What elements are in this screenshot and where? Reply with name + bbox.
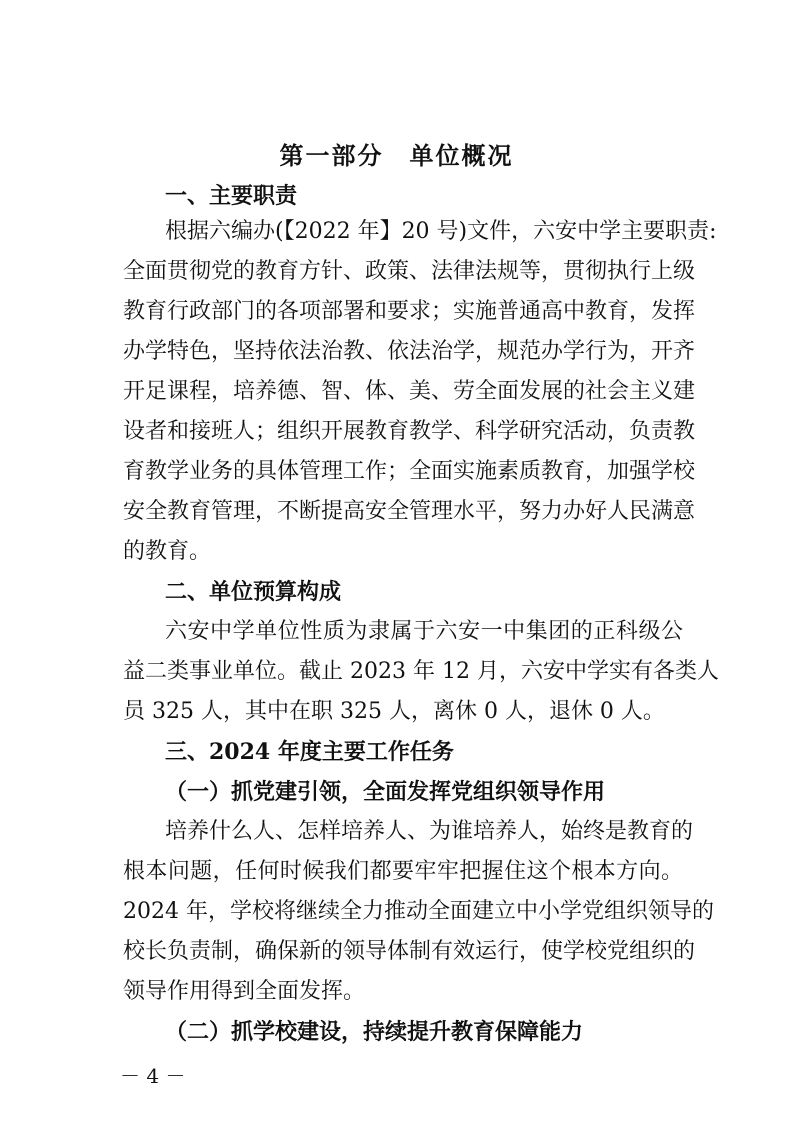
paragraph-line: 校长负责制，确保新的领导体制有效运行，使学校党组织的 xyxy=(123,939,696,964)
paragraph-line: 员 325 人，其中在职 325 人，离休 0 人，退休 0 人。 xyxy=(123,699,665,724)
paragraph-line: 设者和接班人；组织开展教育教学、科学研究活动，负责教 xyxy=(123,419,696,444)
paragraph-line: 安全教育管理，不断提高安全管理水平，努力办好人民满意 xyxy=(123,499,696,524)
paragraph-line: 的教育。 xyxy=(123,539,212,564)
page-number: － 4 － xyxy=(120,1064,186,1088)
paragraph-line: 育教学业务的具体管理工作；全面实施素质教育，加强学校 xyxy=(123,459,696,484)
section-heading-work-tasks: 三、2024 年度主要工作任务 xyxy=(165,739,454,765)
paragraph-line: 全面贯彻党的教育方针、政策、法律法规等，贯彻执行上级 xyxy=(123,259,696,284)
page-title: 第一部分 单位概况 xyxy=(279,141,514,170)
paragraph-line: 教育行政部门的各项部署和要求；实施普通高中教育，发挥 xyxy=(123,299,696,324)
paragraph-line: 领导作用得到全面发挥。 xyxy=(123,979,366,1004)
paragraph-line: 培养什么人、怎样培养人、为谁培养人，始终是教育的 xyxy=(165,819,694,844)
paragraph-line: 开足课程，培养德、智、体、美、劳全面发展的社会主义建 xyxy=(123,379,696,404)
paragraph-line: 益二类事业单位。截止 2023 年 12 月，六安中学实有各类人 xyxy=(123,659,719,684)
paragraph-line: 根本问题，任何时候我们都要牢牢把握住这个根本方向。 xyxy=(123,859,683,884)
paragraph-line: 2024 年，学校将继续全力推动全面建立中小学党组织领导的 xyxy=(123,899,714,924)
section-heading-main-duties: 一、主要职责 xyxy=(165,183,298,209)
paragraph-line: 根据六编办(【2022 年】20 号)文件，六安中学主要职责: xyxy=(165,219,717,244)
paragraph-line: 办学特色，坚持依法治教、依法治学，规范办学行为，开齐 xyxy=(123,339,696,364)
subsection-heading-party-leadership: （一）抓党建引领，全面发挥党组织领导作用 xyxy=(165,779,606,805)
section-heading-budget-composition: 二、单位预算构成 xyxy=(165,579,342,605)
paragraph-line: 六安中学单位性质为隶属于六安一中集团的正科级公 xyxy=(165,619,683,644)
subsection-heading-school-construction: （二）抓学校建设，持续提升教育保障能力 xyxy=(165,1019,584,1045)
